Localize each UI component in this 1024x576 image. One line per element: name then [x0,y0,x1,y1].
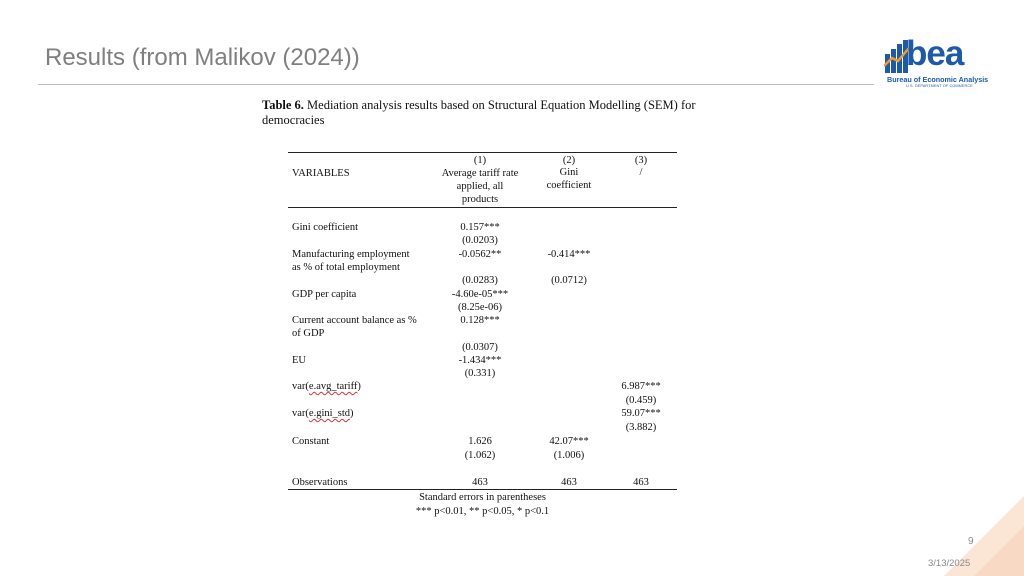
table-caption-block [262,98,722,128]
table-header-rule [288,207,677,208]
table-caption [262,98,722,128]
row-label-gini: Gini coefficient [292,222,358,233]
observations-col1: 463 [472,477,488,488]
logo-department: U.S. DEPARTMENT OF COMMERCE [906,84,973,88]
row-label-current-account-2: of GDP [292,328,325,339]
manufacturing-col1-se: (0.0283) [462,275,498,286]
caption-text: Mediation analysis results based on Structural Equation Modelling (SEM) for democracies [262,98,696,127]
table-bottom-rule [288,489,677,490]
slide-date: 3/13/2025 [928,558,971,569]
header-col2-line1: Gini [559,167,579,178]
var-gini-col3-se: (3.882) [625,422,657,433]
table-top-rule [288,152,677,153]
logo-wordmark: bea [906,34,964,73]
gdp-col1-se: (8.25e-06) [457,302,503,313]
header-col1-number: (1) [473,155,487,166]
manufacturing-col1-value: -0.0562** [458,249,502,260]
row-label-manufacturing-1: Manufacturing employment [292,249,410,260]
constant-col2-se: (1.006) [553,450,585,461]
row-label-observations: Observations [292,477,348,488]
table-footnote-1: Standard errors in parentheses [419,492,546,503]
var-gini-col3-value: 59.07*** [621,408,661,419]
header-col3-line1: / [639,167,643,178]
current-account-col1-value: 0.128*** [460,315,500,326]
caption-label: Table 6. [262,98,304,112]
title-divider [38,84,874,85]
page-number: 9 [968,536,974,547]
corner-decoration [824,496,1024,576]
header-col1-line3: products [461,194,499,205]
var-tariff-col3-se: (0.459) [625,395,657,406]
var-gini-suffix: ) [350,408,354,419]
header-col1-line1: Average tariff rate [441,168,519,179]
row-label-var-tariff [292,381,361,393]
var-gini-term: e.gini_std [308,408,351,419]
row-label-gdp: GDP per capita [292,289,357,300]
observations-col2: 463 [561,477,577,488]
header-col3-number: (3) [634,155,648,166]
constant-col1-value: 1.626 [468,436,492,447]
logo-subtitle: Bureau of Economic Analysis [887,75,989,84]
gini-col1-value: 0.157*** [460,222,500,233]
header-col2-line2: coefficient [546,180,592,191]
var-tariff-suffix: ) [357,381,361,392]
row-label-var-gini [292,408,354,420]
table-footnote-2: *** p<0.01, ** p<0.05, * p<0.1 [415,506,550,517]
eu-col1-se: (0.331) [464,368,496,379]
row-label-eu: EU [292,355,306,366]
bea-logo [884,34,990,90]
header-variables: VARIABLES [292,168,350,179]
row-label-manufacturing-2: as % of total employment [292,262,400,273]
var-gini-prefix: var( [292,408,309,419]
manufacturing-col2-value: -0.414*** [547,249,591,260]
constant-col2-value: 42.07*** [549,436,589,447]
current-account-col1-se: (0.0307) [462,342,498,353]
gdp-col1-value: -4.60e-05*** [451,289,509,300]
gini-col1-se: (0.0203) [462,235,498,246]
constant-col1-se: (1.062) [464,450,496,461]
header-col1-line2: applied, all [456,181,504,192]
header-col2-number: (2) [562,155,576,166]
observations-col3: 463 [633,477,649,488]
row-label-current-account-1: Current account balance as % [292,315,417,326]
row-label-constant: Constant [292,436,330,447]
slide-title: Results (from Malikov (2024)) [45,44,360,71]
manufacturing-col2-se: (0.0712) [551,275,587,286]
eu-col1-value: -1.434*** [458,355,502,366]
var-tariff-term: e.avg_tariff [308,381,358,392]
var-tariff-prefix: var( [292,381,309,392]
var-tariff-col3-value: 6.987*** [621,381,661,392]
